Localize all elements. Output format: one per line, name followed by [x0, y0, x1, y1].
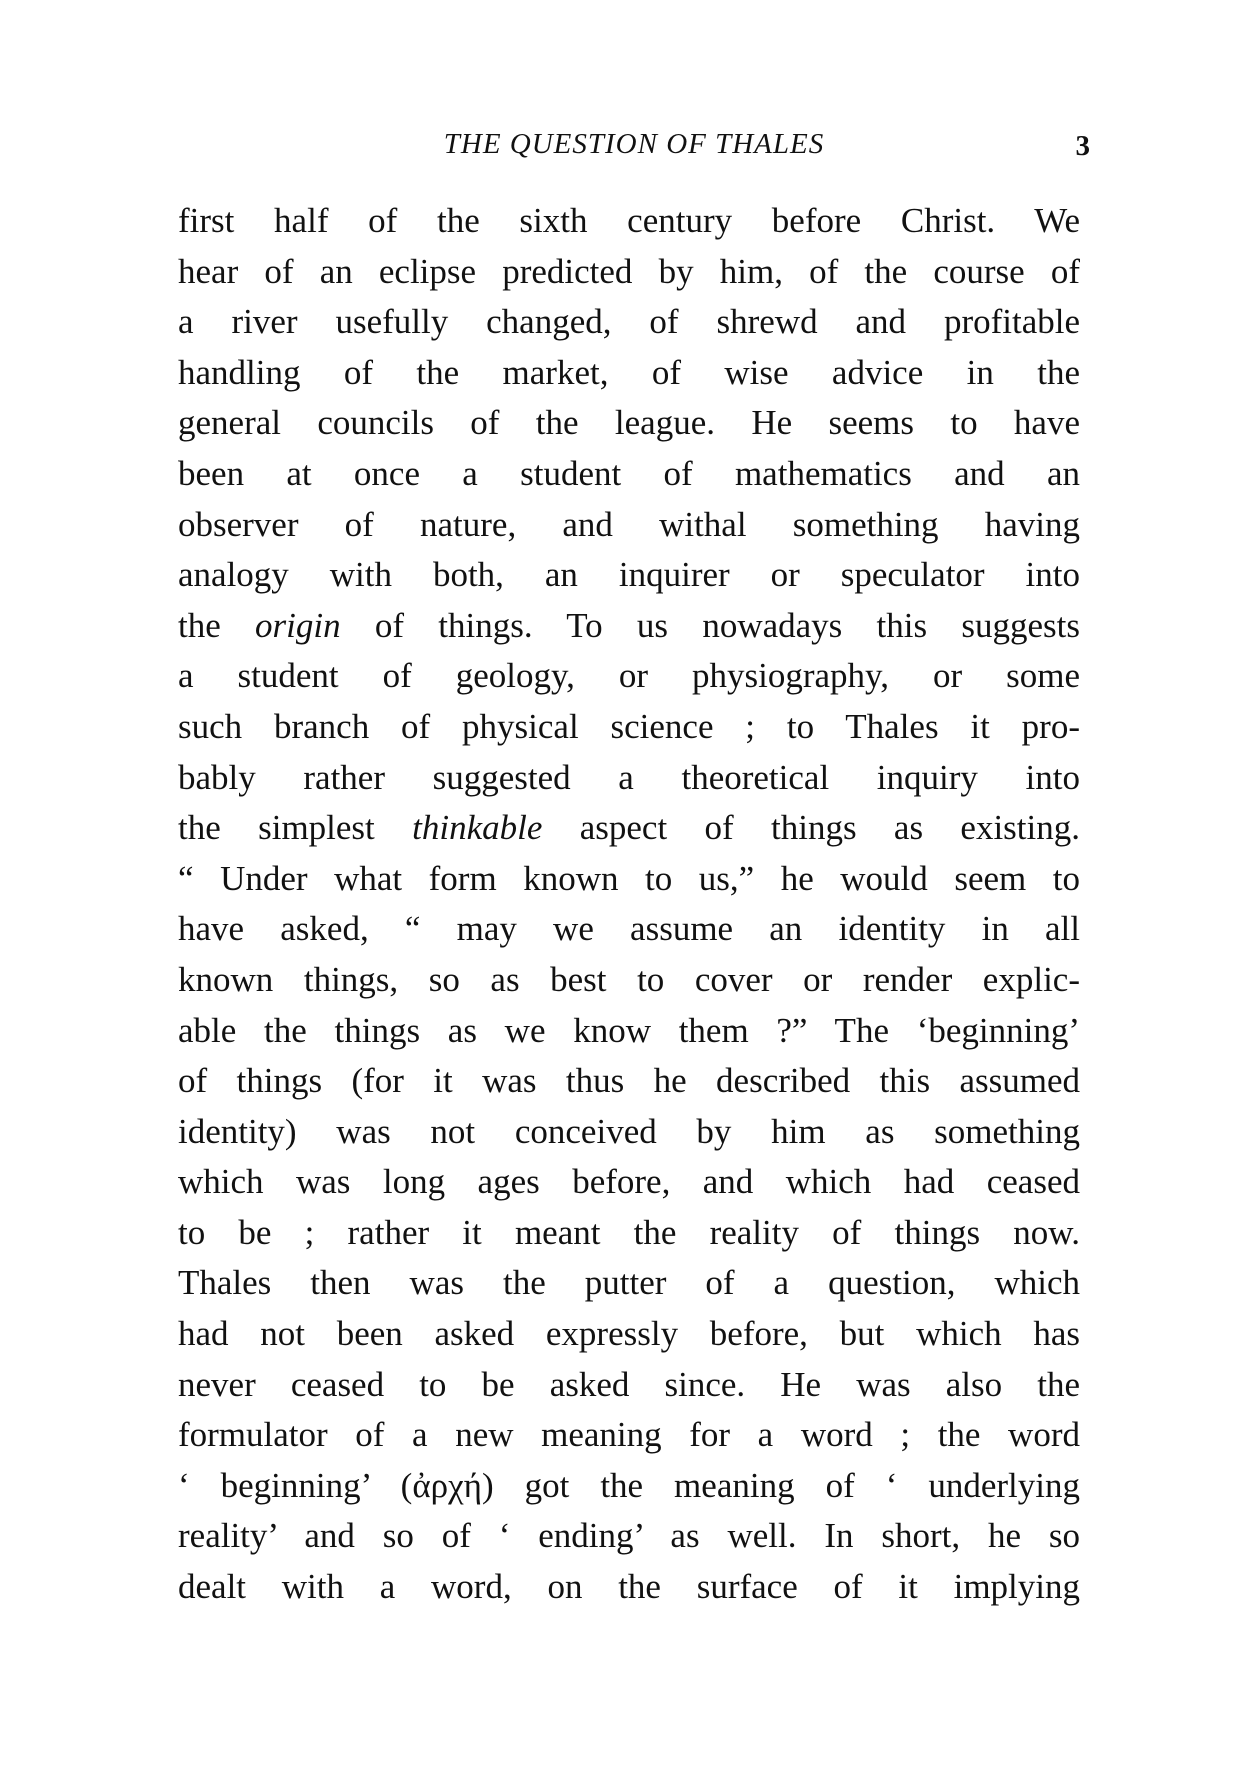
text-line: had not been asked expressly before, but which has — [178, 1314, 1080, 1354]
text-line — [178, 601, 1080, 652]
text-line: of things (for it was thus he described this assumed — [178, 1061, 1080, 1101]
text-line: a river usefully changed, of shrewd and profitable — [178, 302, 1080, 342]
page-header — [178, 128, 1090, 172]
text-line: observer of nature, and withal something having — [178, 504, 1080, 544]
text-segment: aspect of things as existing. — [542, 808, 1080, 848]
text-line: formulator of a new meaning for a word ; the word — [178, 1415, 1080, 1455]
text-line: dealt with a word, on the surface of it implying — [178, 1567, 1080, 1607]
text-line: known things, so as best to cover or render explic- — [178, 959, 1080, 999]
text-line: Thales then was the putter of a question, which — [178, 1263, 1080, 1303]
text-line: never ceased to be asked since. He was also the — [178, 1364, 1080, 1404]
text-line: reality’ and so of ‘ ending’ as well. In short, he so — [178, 1516, 1080, 1556]
text-line: handling of the market, of wise advice in the — [178, 352, 1080, 392]
page-number: 3 — [1075, 130, 1090, 162]
text-segment: the — [178, 605, 256, 645]
text-line: been at once a student of mathematics and an — [178, 453, 1080, 493]
text-line: analogy with both, an inquirer or speculator into — [178, 555, 1080, 595]
text-line: a student of geology, or physiography, or some — [178, 656, 1080, 696]
running-title: THE QUESTION OF THALES — [443, 128, 825, 160]
text-line: “ Under what form known to us,” he would seem to — [178, 858, 1080, 898]
text-segment: the simplest — [178, 808, 413, 848]
text-line: such branch of physical science ; to Thales it pro- — [178, 706, 1080, 746]
text-line: general councils of the league. He seems to have — [178, 403, 1080, 443]
italic-word: origin — [255, 605, 341, 645]
text-line: bably rather suggested a theoretical inquiry into — [178, 757, 1080, 797]
text-line: first half of the sixth century before Christ. We — [178, 201, 1080, 240]
italic-word: thinkable — [412, 808, 543, 848]
text-line — [178, 803, 1080, 854]
body-text — [178, 196, 1080, 1613]
text-line: which was long ages before, and which had ceased — [178, 1162, 1080, 1202]
text-line: ‘ beginning’ (ἀρχή) got the meaning of ‘ underlying — [178, 1465, 1080, 1505]
text-line: identity) was not conceived by him as something — [178, 1111, 1080, 1151]
text-line: hear of an eclipse predicted by him, of the course of — [178, 251, 1080, 291]
text-line: to be ; rather it meant the reality of things now. — [178, 1212, 1080, 1252]
text-segment: of things. To us nowadays this suggests — [340, 605, 1080, 645]
text-line: have asked, “ may we assume an identity in all — [178, 909, 1080, 949]
text-line: able the things as we know them ?” The ‘beginning’ — [178, 1010, 1080, 1050]
